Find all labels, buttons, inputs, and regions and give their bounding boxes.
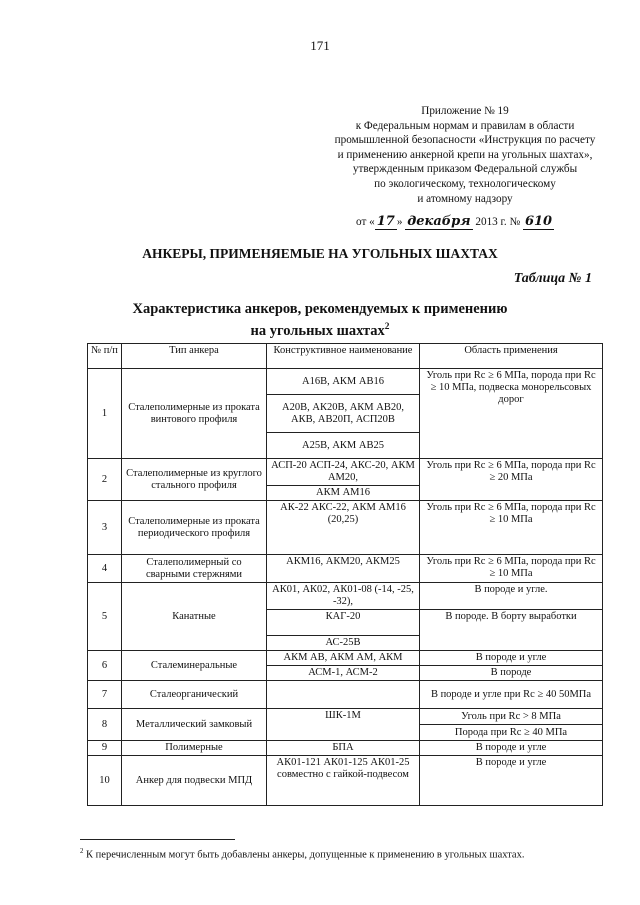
handwritten-month: декабря bbox=[407, 214, 471, 229]
appendix-line: утвержденным приказом Федеральной службы bbox=[352, 163, 578, 176]
cell-no: 6 bbox=[88, 651, 122, 681]
cell-area: Уголь при Rc ≥ 6 МПа, порода при Rc ≥ 10 МПа bbox=[420, 501, 603, 555]
cell-area: В породе и угле при Rc ≥ 40 50МПа bbox=[420, 681, 603, 709]
cell-area: Уголь при Rc ≥ 6 МПа, порода при Rc ≥ 10 МПа, подвеска монорельсовых дорог bbox=[420, 369, 603, 459]
cell-type: Анкер для подвески МПД bbox=[122, 756, 267, 806]
cell-no: 5 bbox=[88, 583, 122, 651]
cell-type: Сталеполимерные из проката периодического профиля bbox=[122, 501, 267, 555]
handwritten-order-number: 610 bbox=[524, 214, 553, 229]
appendix-line: к Федеральным нормам и правилам в области bbox=[355, 119, 575, 132]
table-row bbox=[88, 741, 603, 756]
cell-name: БПА bbox=[267, 741, 420, 756]
cell-type: Сталеполимерные из проката винтового профиля bbox=[122, 369, 267, 459]
cell-type: Металлический замковый bbox=[122, 709, 267, 741]
table-caption bbox=[90, 300, 550, 340]
cell-name: АКМ АМ16 bbox=[267, 486, 420, 501]
cell-name: АСМ-1, АСМ-2 bbox=[267, 666, 420, 681]
footnote-ref: 2 bbox=[384, 322, 390, 332]
cell-type: Сталеполимерные из круглого стального профиля bbox=[122, 459, 267, 501]
header-type: Тип анкера bbox=[122, 344, 267, 369]
table-number: Таблица № 1 bbox=[513, 271, 592, 286]
cell-no: 2 bbox=[88, 459, 122, 501]
cell-area: Уголь при Rc > 8 МПа bbox=[420, 709, 603, 725]
appendix-block bbox=[300, 104, 630, 206]
table-row bbox=[88, 709, 603, 725]
cell-no: 8 bbox=[88, 709, 122, 741]
cell-area: В породе и угле bbox=[420, 651, 603, 666]
appendix-line: по экологическому, технологическому bbox=[374, 177, 556, 190]
cell-area: В породе и угле bbox=[420, 741, 603, 756]
appendix-line: и атомному надзору bbox=[417, 192, 513, 205]
cell-area: В породе bbox=[420, 666, 603, 681]
cell-type: Полимерные bbox=[122, 741, 267, 756]
cell-area: Уголь при Rc ≥ 6 МПа, порода при Rc ≥ 20 МПа bbox=[420, 459, 603, 501]
anchors-table bbox=[87, 343, 603, 806]
cell-area: В породе и угле. bbox=[420, 583, 603, 610]
cell-type: Сталеминеральные bbox=[122, 651, 267, 681]
footnote-divider bbox=[80, 839, 235, 840]
cell-area: В породе и угле bbox=[420, 756, 603, 806]
table-row bbox=[88, 651, 603, 666]
footnote bbox=[80, 848, 524, 861]
table-row bbox=[88, 681, 603, 709]
table-row bbox=[88, 501, 603, 555]
header-no: № п/п bbox=[88, 344, 122, 369]
cell-name: АК01-121 АК01-125 АК01-25 совместно с гайкой-подвесом bbox=[267, 756, 420, 806]
table-row bbox=[88, 369, 603, 395]
order-date-line bbox=[356, 214, 554, 230]
date-year: 2013 г. № bbox=[475, 216, 521, 228]
document-heading: АНКЕРЫ, ПРИМЕНЯЕМЫЕ НА УГОЛЬНЫХ ШАХТАХ bbox=[142, 246, 498, 261]
cell-name: КАГ-20 bbox=[267, 610, 420, 636]
table-row bbox=[88, 459, 603, 486]
cell-name: АС-25В bbox=[267, 636, 420, 651]
cell-name: АСП-20 АСП-24, АКС-20, АКМ АМ20, bbox=[267, 459, 420, 486]
cell-name: АКМ16, АКМ20, АКМ25 bbox=[267, 555, 420, 583]
table-header-row bbox=[88, 344, 603, 369]
cell-area: Порода при Rc ≥ 40 МПа bbox=[420, 725, 603, 741]
table-row bbox=[88, 555, 603, 583]
cell-type: Канатные bbox=[122, 583, 267, 651]
appendix-line: промышленной безопасности «Инструкция по расчету bbox=[334, 134, 596, 147]
cell-area: В породе. В борту выработки bbox=[420, 610, 603, 651]
cell-area: Уголь при Rc ≥ 6 МПа, порода при Rc ≥ 10 МПа bbox=[420, 555, 603, 583]
cell-name: А20В, АК20В, АКМ АВ20, АКВ, АВ20П, АСП20В bbox=[267, 395, 420, 433]
caption-line-1: Характеристика анкеров, рекомендуемых к применению bbox=[132, 301, 508, 317]
table-row bbox=[88, 756, 603, 806]
cell-no: 4 bbox=[88, 555, 122, 583]
cell-no: 3 bbox=[88, 501, 122, 555]
cell-type: Сталеорганический bbox=[122, 681, 267, 709]
cell-name bbox=[267, 681, 420, 709]
table-row bbox=[88, 583, 603, 610]
page-number: 171 bbox=[310, 38, 330, 53]
header-name: Конструктивное наименование bbox=[267, 344, 420, 369]
appendix-line: Приложение № 19 bbox=[421, 105, 509, 117]
date-prefix: от « bbox=[356, 216, 375, 228]
cell-no: 1 bbox=[88, 369, 122, 459]
footnote-text: К перечисленным могут быть добавлены анкеры, допущенные к применению в угольных шахтах. bbox=[86, 849, 525, 861]
cell-name: АК01, АК02, АК01-08 (-14, -25, -32), bbox=[267, 583, 420, 610]
cell-no: 9 bbox=[88, 741, 122, 756]
footnote-mark: 2 bbox=[80, 848, 84, 855]
handwritten-day: 17 bbox=[376, 214, 395, 229]
cell-name: ШК-1М bbox=[267, 709, 420, 741]
cell-name: АК-22 АКС-22, АКМ АМ16 (20,25) bbox=[267, 501, 420, 555]
cell-name: А16В, АКМ АВ16 bbox=[267, 369, 420, 395]
cell-no: 7 bbox=[88, 681, 122, 709]
cell-type: Сталеполимерный со сварными стержнями bbox=[122, 555, 267, 583]
date-mid: » bbox=[396, 216, 403, 228]
cell-name: А25В, АКМ АВ25 bbox=[267, 433, 420, 459]
appendix-line: и применению анкерной крепи на угольных шахтах», bbox=[337, 148, 593, 161]
header-area: Область применения bbox=[420, 344, 603, 369]
cell-name: АКМ АВ, АКМ АМ, АКМ bbox=[267, 651, 420, 666]
caption-line-2: на угольных шахтах bbox=[250, 322, 385, 339]
cell-no: 10 bbox=[88, 756, 122, 806]
